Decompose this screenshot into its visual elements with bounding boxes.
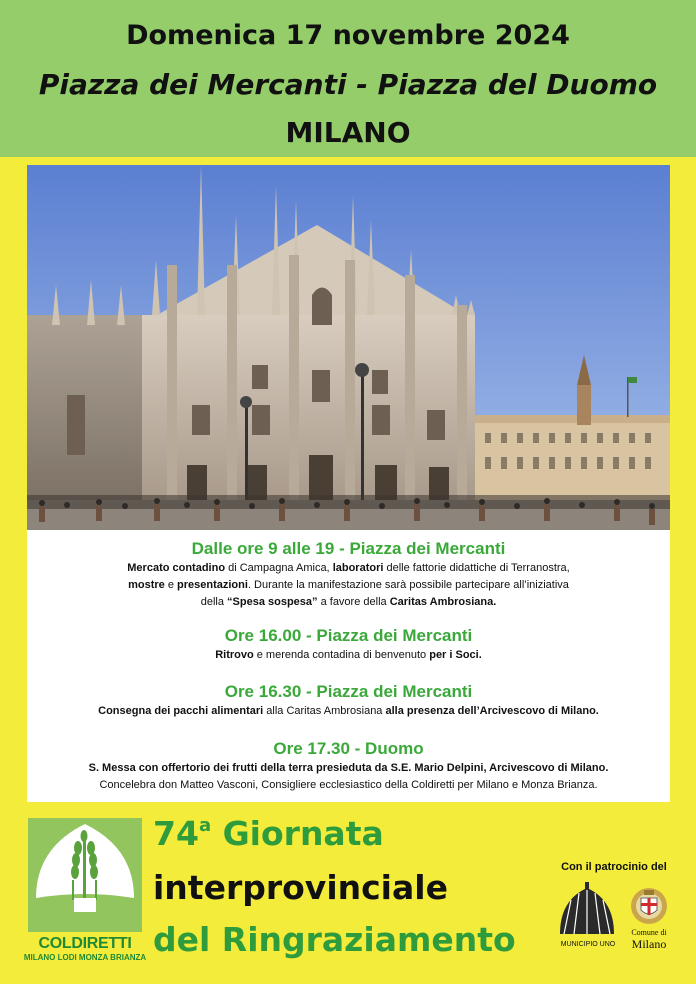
duomo-photo <box>27 165 670 530</box>
municipio-dome-icon <box>556 882 618 940</box>
bold-text: Consegna dei pacchi alimentari <box>98 705 264 717</box>
description-line <box>27 703 670 720</box>
bold-text: alla presenza dell’Arcivescovo di Milano. <box>385 705 599 717</box>
description-line <box>27 560 670 577</box>
wheat-icon <box>28 818 142 932</box>
event-city: MILANO <box>285 116 411 149</box>
comune-label: Milano <box>631 937 667 951</box>
header-banner <box>0 0 696 157</box>
bold-text: Caritas Ambrosiana. <box>389 596 497 608</box>
description-line <box>27 594 670 611</box>
title-line-2: interprovinciale <box>153 868 448 907</box>
text: a favore della <box>317 596 390 608</box>
bold-text: presentazioni <box>177 579 248 591</box>
bold-text: mostre <box>128 579 165 591</box>
title-line-1 <box>153 814 384 853</box>
text: alla Caritas Ambrosiana <box>263 705 386 717</box>
bold-text: Mercato contadino <box>127 562 226 574</box>
text: di Campagna Amica, <box>225 562 333 574</box>
patronage-label: Con il patrocinio del <box>561 861 667 873</box>
bold-text: “Spesa sospesa” <box>227 596 318 608</box>
event-title: Ore 16.30 - Piazza dei Mercanti <box>224 682 473 701</box>
logo-subtitle: MILANO LODI MONZA BRIANZA <box>23 953 147 962</box>
coldiretti-logo <box>28 818 142 932</box>
bold-text: per i Soci. <box>429 649 482 661</box>
event-block <box>27 681 670 720</box>
municipio-label: MUNICIPIO UNO <box>560 941 616 948</box>
title-line-3: del Ringraziamento <box>153 920 516 959</box>
event-description <box>27 760 670 794</box>
title-ordinal: a <box>198 815 212 836</box>
event-block <box>27 738 670 794</box>
event-description <box>27 703 670 720</box>
comune-label-small: Comune di <box>631 928 667 937</box>
description-line <box>27 777 670 794</box>
description-line <box>27 647 670 664</box>
logo-name: COLDIRETTI <box>38 935 132 952</box>
comune-crest-icon <box>630 886 668 926</box>
text: delle fattorie didattiche di Terranostra, <box>383 562 570 574</box>
text: e merenda contadina di benvenuto <box>253 649 430 661</box>
event-title: Ore 16.00 - Piazza dei Mercanti <box>224 626 473 645</box>
event-schedule <box>27 530 670 802</box>
title-number: 74 <box>153 814 199 853</box>
description-line <box>27 760 670 777</box>
text: e <box>164 579 177 591</box>
text: . Durante la manifestazione sarà possibile partecipare all’iniziativa <box>247 579 569 591</box>
event-title: Ore 17.30 - Duomo <box>273 739 424 758</box>
event-date: Domenica 17 novembre 2024 <box>126 20 570 51</box>
text: Concelebra don Matteo Vasconi, Consigliere ecclesiastico della Coldiretti per Milano e Monza Brianza. <box>99 779 598 791</box>
event-title: Dalle ore 9 alle 19 - Piazza dei Mercanti <box>191 539 506 558</box>
bold-text: Ritrovo <box>215 649 254 661</box>
text: della <box>200 596 228 608</box>
description-line <box>27 577 670 594</box>
event-block <box>27 625 670 664</box>
event-description <box>27 560 670 611</box>
event-description <box>27 647 670 664</box>
bold-text: laboratori <box>332 562 384 574</box>
title-word: Giornata <box>222 814 384 853</box>
bold-text: S. Messa con offertorio dei frutti della terra presieduta da S.E. Mario Delpini, Arcivescovo di Milano. <box>88 762 609 774</box>
event-block <box>27 538 670 611</box>
event-places: Piazza dei Mercanti - Piazza del Duomo <box>38 68 658 101</box>
